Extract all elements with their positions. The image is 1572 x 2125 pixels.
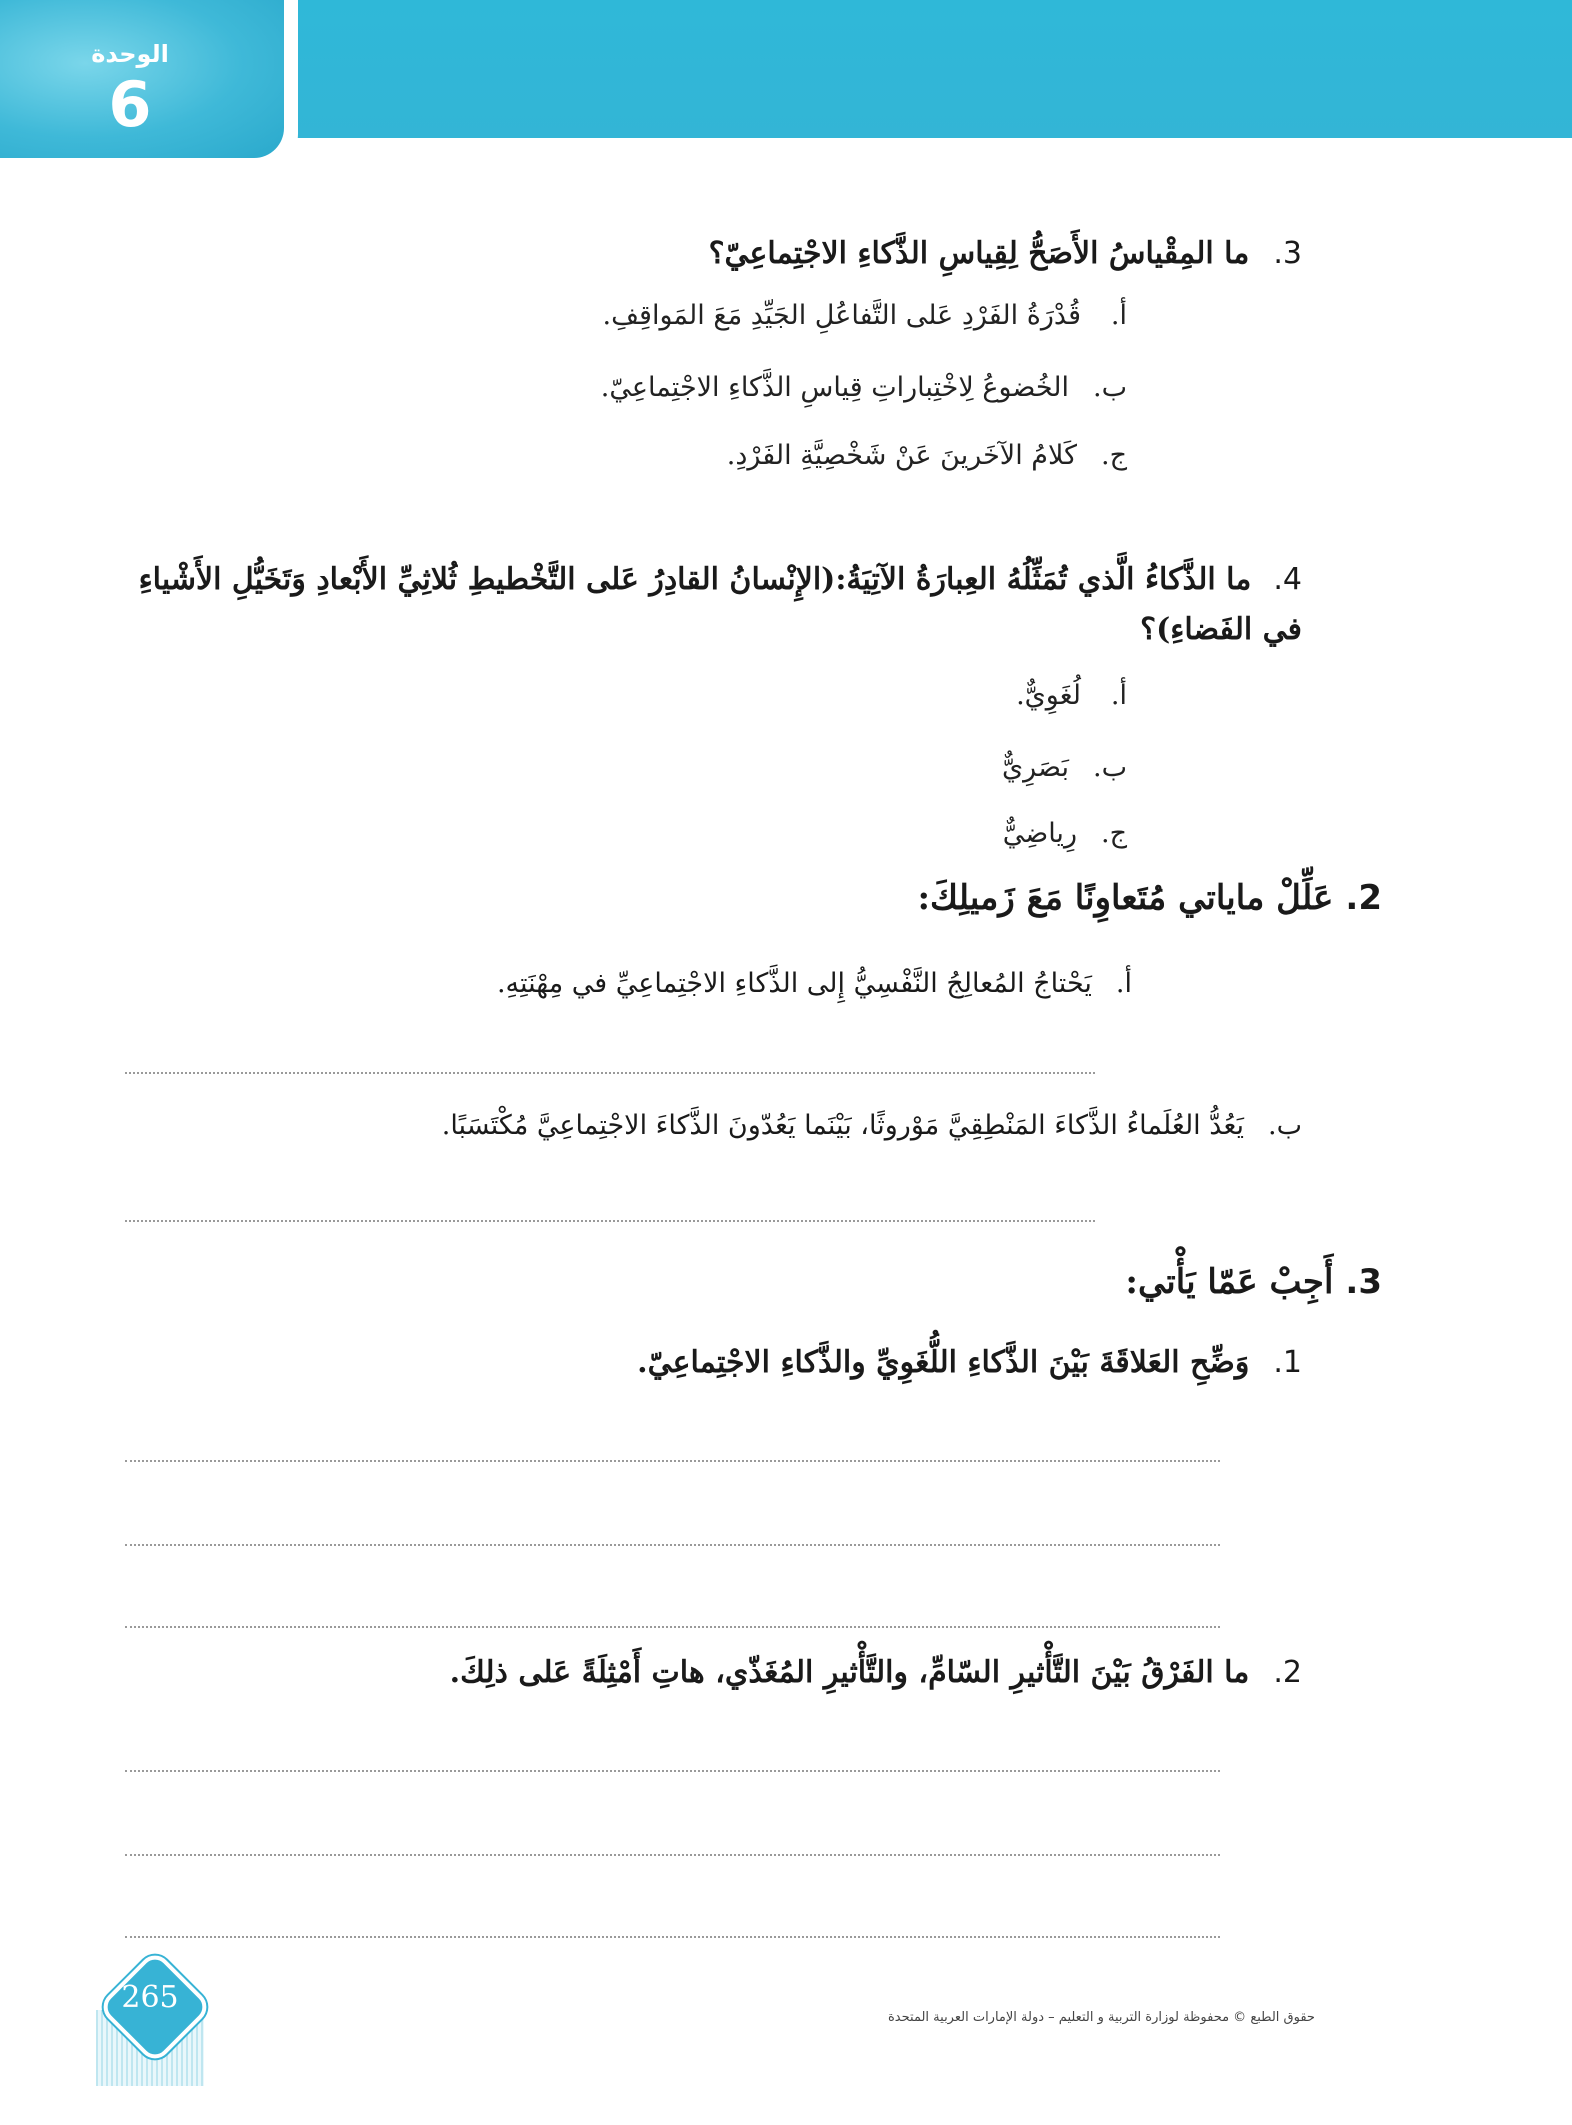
copyright-notice: حقوق الطبع © محفوظة لوزارة التربية و التعليم – دولة الإمارات العربية المتحدة (888, 2010, 1315, 2025)
question-text: وَضِّحِ العَلاقَةَ بَيْنَ الذَّكاءِ اللُّغَوِيِّ والذَّكاءِ الاجْتِماعِيّ. (637, 1345, 1250, 1380)
item-text: يَحْتاجُ المُعالِجُ النَّفْسِيُّ إِلى الذَّكاءِ الاجْتِماعِيِّ في مِهْنَتِهِ. (496, 968, 1092, 999)
question-number: 3. (1273, 236, 1302, 271)
question-text: ما الذَّكاءُ الَّذي تُمَثِّلُهُ العِبارَةُ الآتِيَةُ:(الإِنْسانُ القادِرُ عَلى التَّخْطيطِ ثُلاثِيِّ الأَبْعادِ وَتَخَيُّلِ الأَشْياءِ في الفَضاءِ)؟ (138, 562, 1302, 647)
section-title: عَلِّلْ ماياتي مُتَعاوِنًا مَعَ زَميلِكَ: (917, 878, 1334, 918)
unit-label: الوحدة (91, 40, 169, 68)
open-question-2 (450, 1655, 1302, 1690)
answer-line[interactable] (125, 1072, 1095, 1074)
page-number: 265 (121, 1980, 179, 2015)
answer-line[interactable] (125, 1770, 1220, 1772)
option-letter: أ. (1110, 680, 1127, 711)
reasoning-item (497, 968, 1132, 999)
mcq-option[interactable] (1002, 752, 1127, 783)
question-text: ما الفَرْقُ بَيْنَ التَّأْثيرِ السّامِّ، والتَّأْثيرِ المُغَذّي، هاتِ أَمْثِلَةً عَلى ذلِكَ. (449, 1655, 1250, 1690)
option-letter: ج. (1100, 440, 1127, 471)
mcq-option[interactable] (727, 440, 1127, 471)
page-number-badge (88, 1958, 212, 2078)
option-letter: ب. (1092, 752, 1127, 783)
question-text: ما المِقْياسُ الأَصَحُّ لِقِياسِ الذَّكاءِ الاجْتِماعِيّ؟ (708, 236, 1250, 271)
answer-line[interactable] (125, 1220, 1095, 1222)
mcq-option[interactable] (601, 372, 1127, 403)
section-3-heading (1125, 1262, 1382, 1302)
question-number: 2. (1273, 1655, 1302, 1690)
section-title: أَجِبْ عَمّا يَأْتي: (1125, 1262, 1334, 1302)
unit-number: 6 (108, 68, 152, 141)
section-number: 3. (1345, 1262, 1382, 1302)
mcq-option[interactable] (1003, 818, 1127, 849)
answer-line[interactable] (125, 1544, 1220, 1546)
mcq-question-3 (709, 236, 1302, 271)
section-number: 2. (1345, 878, 1382, 918)
mcq-question-4 (132, 555, 1302, 655)
answer-line[interactable] (125, 1854, 1220, 1856)
option-letter: ب. (1092, 372, 1127, 403)
question-number: 1. (1273, 1345, 1302, 1380)
mcq-option[interactable] (603, 300, 1127, 331)
answer-line[interactable] (125, 1460, 1220, 1462)
unit-badge (0, 0, 284, 158)
open-question-1 (637, 1345, 1302, 1380)
section-2-heading (917, 878, 1382, 918)
option-letter: أ. (1110, 300, 1127, 331)
option-text: لُغَوِيٌّ. (1016, 680, 1081, 711)
mcq-option[interactable] (1016, 680, 1127, 711)
option-text: كَلامُ الآخَرينَ عَنْ شَخْصِيَّةِ الفَرْدِ. (726, 440, 1077, 471)
unit-tab (0, 0, 298, 170)
question-number: 4. (1273, 562, 1302, 597)
answer-line[interactable] (125, 1626, 1220, 1628)
option-text: رِياضِيٌّ (1002, 818, 1077, 849)
item-letter: أ. (1115, 968, 1132, 999)
option-text: قُدْرَةُ الفَرْدِ عَلى التَّفاعُلِ الجَيِّدِ مَعَ المَواقِفِ. (602, 300, 1081, 331)
option-text: بَصَرِيٌّ (1002, 752, 1069, 783)
item-text: يَعُدُّ العُلَماءُ الذَّكاءَ المَنْطِقِيَّ مَوْروثًا، بَيْنَما يَعُدّونَ الذَّكاءَ الاجْتِماعِيَّ مُكْتَسَبًا. (441, 1110, 1244, 1141)
option-letter: ج. (1100, 818, 1127, 849)
reasoning-item (442, 1110, 1302, 1141)
answer-line[interactable] (125, 1936, 1220, 1938)
item-letter: ب. (1267, 1110, 1302, 1141)
option-text: الخُضوعُ لِاخْتِباراتِ قِياسِ الذَّكاءِ الاجْتِماعِيّ. (600, 372, 1069, 403)
